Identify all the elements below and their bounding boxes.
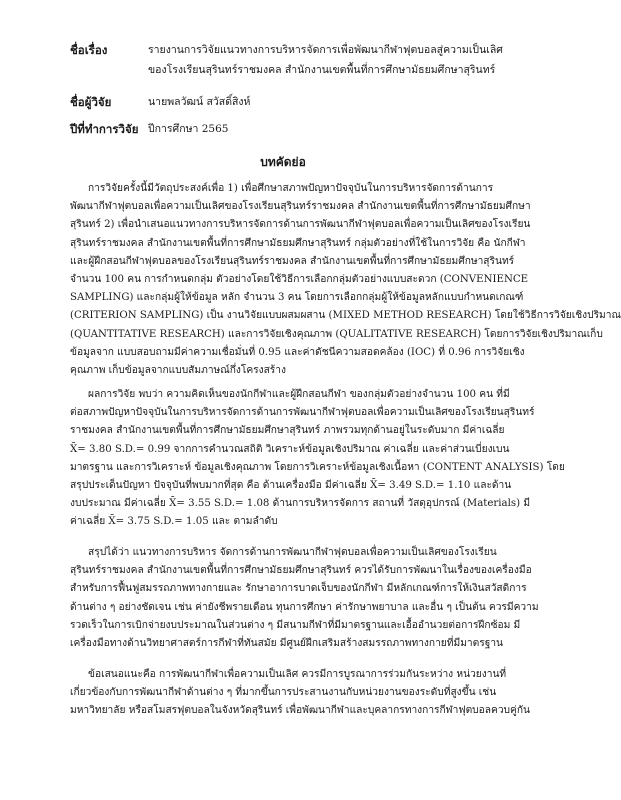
paragraph-line: สุรินทร์ราชมงคล สำนักงานเขตพื้นที่การศึกษามัธยมศึกษาสุรินทร์ กลุ่มตัวอย่างที่ใช้ในการวิจัย คือ นักกีฬา bbox=[70, 237, 526, 249]
paragraph-line: และผู้ฝึกสอนกีฬาฟุตบอลของโรงเรียนสุรินทร์ราชมงคล สำนักงานเขตพื้นที่การศึกษามัธยมศึกษาสุรินทร์ bbox=[70, 255, 515, 267]
paragraph-line: สรุปได้ว่า แนวทางการบริหาร จัดการด้านการพัฒนากีฬาฟุตบอลเพื่อความเป็นเลิศของโรงเรียน bbox=[88, 547, 497, 558]
paragraph-line: พัฒนากีฬาฟุตบอลเพื่อความเป็นเลิศของโรงเรียนสุรินทร์ราชมงคล สำนักงานเขตพื้นที่การศึกษามัธยมศึกษา bbox=[70, 201, 531, 213]
abstract-paragraph-objectives bbox=[70, 180, 621, 380]
researcher-label: ชื่อผู้วิจัย bbox=[70, 95, 112, 109]
year-value: ปีการศึกษา 2565 bbox=[148, 123, 229, 135]
paragraph-line: เครื่องมือทางด้านวิทยาศาสตร์การกีฬาที่ทันสมัย มีศูนย์ฝึกเสริมสร้างสมรรถภาพทางกายที่มีมาตรฐาน bbox=[70, 638, 504, 650]
abstract-paragraph-suggestions bbox=[70, 666, 530, 721]
paragraph-line: สุรินทร์ราชมงคล สำนักงานเขตพื้นที่การศึกษามัธยมศึกษาสุรินทร์ ควรได้รับการพัฒนาในเรื่องของเครื่องมือ bbox=[70, 565, 532, 577]
paragraph-line: จำนวน 100 คน การกำหนดกลุ่ม ตัวอย่างโดยใช้วิธีการเลือกกลุ่มตัวอย่างแบบสะดวก (CONVENIENCE bbox=[70, 274, 529, 286]
abstract-paragraph-conclusion bbox=[70, 544, 539, 653]
paragraph-line: ผลการวิจัย พบว่า ความคิดเห็นของนักกีฬาและผู้ฝึกสอนกีฬา ของกลุ่มตัวอย่างจำนวน 100 คน ที่มี bbox=[88, 389, 510, 400]
paragraph-line: สุรินทร์ 2) เพื่อนำเสนอแนวทางการบริหารจัดการด้านการพัฒนากีฬาฟุตบอลเพื่อความเป็นเลิศของโรงเรียน bbox=[70, 219, 531, 231]
abstract-title: บทคัดย่อ bbox=[260, 155, 306, 169]
year-label: ปีที่ทำการวิจัย bbox=[70, 122, 139, 136]
paragraph-line: ข้อเสนอแนะคือ การพัฒนากีฬาเพื่อความเป็นเลิศ ควรมีการบูรณาการร่วมกันระหว่าง หน่วยงานที่ bbox=[88, 669, 507, 680]
abstract-paragraph-results bbox=[70, 386, 565, 532]
paragraph-line: ด้านต่าง ๆ อย่างชัดเจน เช่น ค่ายังชีพรายเดือน ทุนการศึกษา ค่ารักษาพยาบาล และอื่น ๆ เป็นต้น ควรมีความ bbox=[70, 601, 539, 613]
paragraph-line: การวิจัยครั้งนี้มีวัตถุประสงค์เพื่อ 1) เพื่อศึกษาสภาพปัญหาปัจจุบันในการบริหารจัดการด้านการ bbox=[88, 183, 494, 194]
paragraph-line: (CRITERION SAMPLING) เป็น งานวิจัยแบบผสมผสาน (MIXED METHOD RESEARCH) โดยใช้วิธีการวิจัยเชิงปริมาณ bbox=[70, 310, 621, 322]
topic-row bbox=[70, 40, 506, 80]
paragraph-line: มาตรฐาน และการวิเคราะห์ ข้อมูลเชิงคุณภาพ โดยการวิเคราะห์ข้อมูลเชิงเนื้อหา (CONTENT ANALYSIS) โดย bbox=[70, 461, 565, 473]
topic-line-2: ของโรงเรียนสุรินทร์ราชมงคล สำนักงานเขตพื้นที่การศึกษามัธยมศึกษาสุรินทร์ bbox=[148, 64, 496, 76]
paragraph-line: ข้อมูลจาก แบบสอบถามมีค่าความเชื่อมั่นที่ 0.95 และค่าดัชนีความสอดคล้อง (IOC) ที่ 0.96 การวิจัยเชิง bbox=[70, 346, 525, 358]
paragraph-line: สรุปประเด็นปัญหา ปัจจุบันที่พบมากที่สุด คือ ด้านเครื่องมือ มีค่าเฉลี่ย X̄= 3.49 S.D.= 1.10 และด้าน bbox=[70, 480, 512, 492]
paragraph-line: คุณภาพ เก็บข้อมูลจากแบบสัมภาษณ์กึ่งโครงสร้าง bbox=[70, 365, 286, 377]
paragraph-line: เกี่ยวข้องกับการพัฒนากีฬาด้านต่าง ๆ ที่มากขึ้นการประสานงานกับหน่วยงานของระดับที่สูงขึ้น เช่น bbox=[70, 687, 497, 699]
paragraph-line: ราชมงคล สำนักงานเขตพื้นที่การศึกษามัธยมศึกษาสุรินทร์ ภาพรวมทุกด้านอยู่ในระดับมาก มีค่าเฉลี่ย bbox=[70, 425, 505, 437]
paragraph-line: ต่อสภาพปัญหาปัจจุบันในการบริหารจัดการด้านการพัฒนากีฬาฟุตบอลเพื่อความเป็นเลิศของโรงเรียนสุรินทร์ bbox=[70, 407, 535, 419]
paragraph-line: ค่าเฉลี่ย X̄= 3.75 S.D.= 1.05 และ ตามลำดับ bbox=[70, 516, 278, 528]
topic-line-1: รายงานการวิจัยแนวทางการบริหารจัดการเพื่อพัฒนากีฬาฟุตบอลสู่ความเป็นเลิศ bbox=[148, 44, 503, 56]
paragraph-line: SAMPLING) และกลุ่มผู้ให้ข้อมูล หลัก จำนวน 3 คน โดยการเลือกกลุ่มผู้ให้ข้อมูลหลักแบบกำหนดเกณฑ์ bbox=[70, 292, 524, 304]
paragraph-line: รวดเร็วในการเบิกจ่ายงบประมาณในส่วนต่าง ๆ มีสนามกีฬาที่มีมาตรฐานและเอื้ออำนวยต่อการฝึกซ้อม มี bbox=[70, 619, 521, 631]
year-row bbox=[70, 119, 506, 139]
researcher-row bbox=[70, 92, 506, 112]
paragraph-line: มหาวิทยาลัย หรือสโมสรฟุตบอลในจังหวัดสุรินทร์ เพื่อพัฒนากีฬาและบุคลากรทางการกีฬาฟุตบอลควบคู่กัน bbox=[70, 705, 530, 717]
paragraph-line: สำหรับการฟื้นฟูสมรรถภาพทางกายและ รักษาอาการบาดเจ็บของนักกีฬา มีหลักเกณฑ์การให้เงินสวัสดิการ bbox=[70, 583, 527, 595]
topic-label: ชื่อเรื่อง bbox=[70, 43, 108, 57]
researcher-value: นายพลวัฒน์ สวัสดิ์สิงห์ bbox=[148, 96, 251, 108]
paragraph-line: X̄= 3.80 S.D.= 0.99 จากการคำนวณสถิติ วิเคราะห์ข้อมูลเชิงปริมาณ ค่าเฉลี่ย และค่าส่วนเบี่ยงเบน bbox=[70, 443, 510, 455]
paragraph-line: (QUANTITATIVE RESEARCH) และการวิจัยเชิงคุณภาพ (QUALITATIVE RESEARCH) โดยการวิจัยเชิงปริมาณเก็บ bbox=[70, 328, 603, 340]
paragraph-line: งบประมาณ มีค่าเฉลี่ย X̄= 3.55 S.D.= 1.08 ด้านการบริหารจัดการ สถานที่ วัสดุอุปกรณ์ (Materials) มี bbox=[70, 498, 531, 510]
